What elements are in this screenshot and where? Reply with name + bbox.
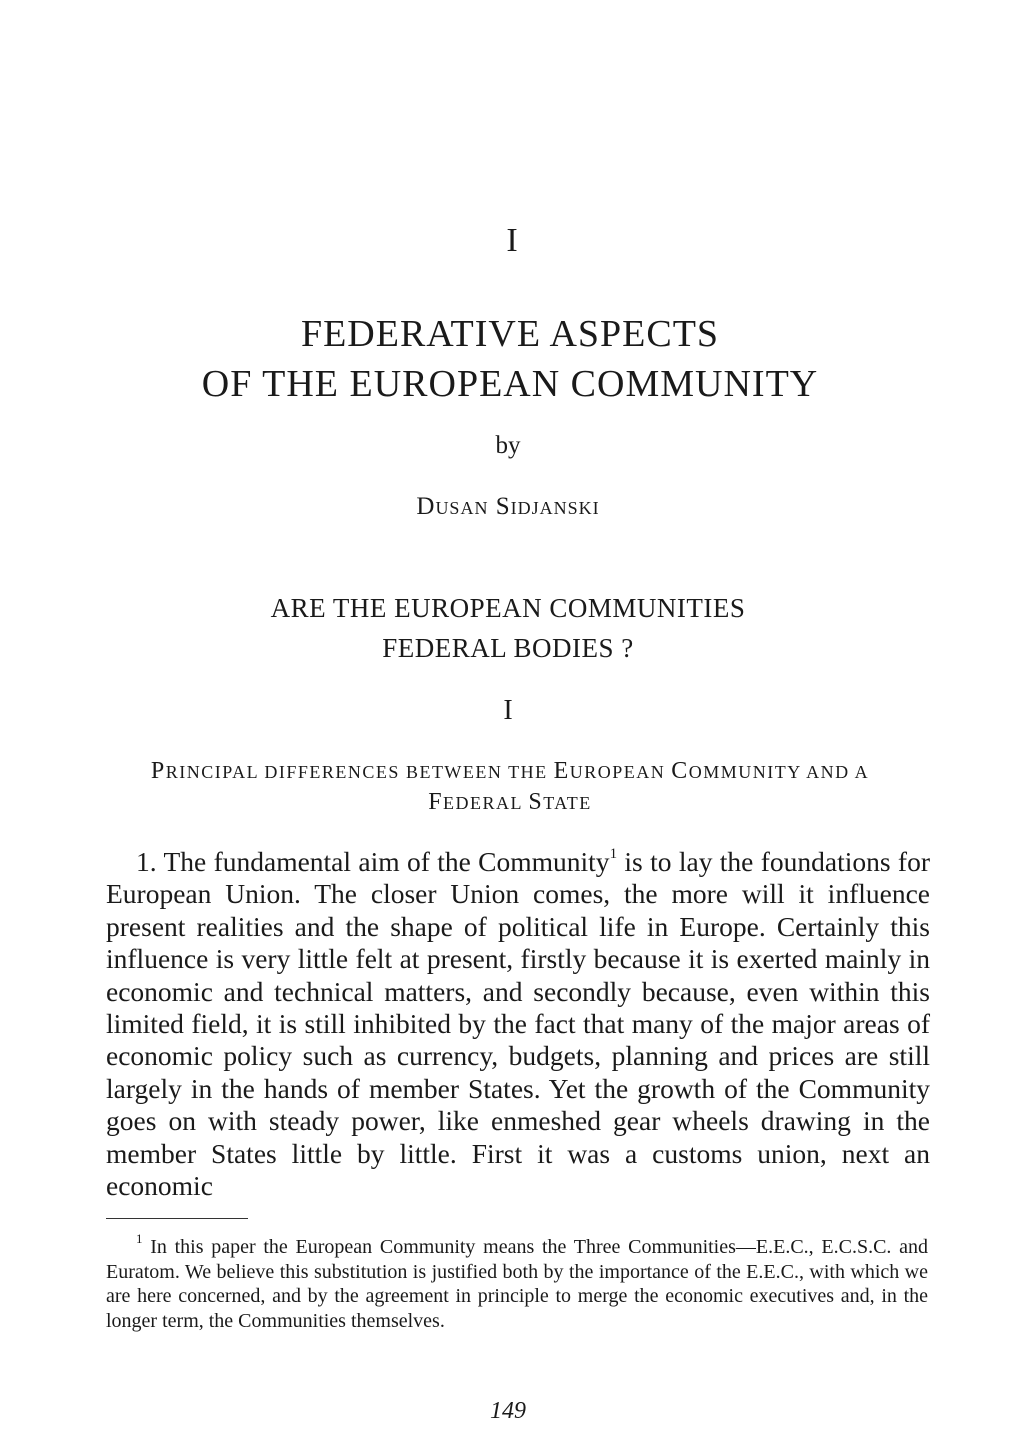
body-paragraph <box>106 846 930 1202</box>
page-number: 149 <box>490 1398 526 1424</box>
part-number: I <box>503 695 513 726</box>
body-text-start: The fundamental aim of the Community <box>163 846 610 877</box>
footnote-marker: 1 <box>136 1231 143 1247</box>
footnote <box>106 1231 929 1333</box>
subheading-line-2: FEDERAL STATE <box>428 789 592 815</box>
subheading-line-1: PRINCIPAL DIFFERENCES BETWEEN THE EUROPEAN COMMUNITY AND A <box>150 758 870 784</box>
section-heading-line-1: ARE THE EUROPEAN COMMUNITIES <box>270 593 746 623</box>
chapter-number: I <box>506 222 518 259</box>
title-line-2: OF THE EUROPEAN COMMUNITY <box>201 363 819 405</box>
footnote-text: In this paper the European Community means the Three Communities—E.E.C., E.C.S.C. and Euratom. We believe this substitution is justified both by the importance of the E.E.C., with which we are here concerned, and by the agreement in principle to merge the economic executives and, in the longer term, the Communities themselves. <box>106 1236 929 1332</box>
title-line-1: FEDERATIVE ASPECTS <box>300 313 720 355</box>
body-text-rest: is to lay the foundations for European Union. The closer Union comes, the more will it influence present realities and the shape of political life in Europe. Certainly this influence is very little felt at present, firstly because it is exerted mainly in economic and technical matters, and secondly because, even within this limited field, it is still inhibited by the fact that many of the major areas of economic policy such as currency, budgets, planning and prices are still largely in the hands of member States. Yet the growth of the Community goes on with steady power, like enmeshed gear wheels drawing in the member States little by little. First it was a customs union, next an economic <box>106 846 930 1202</box>
section-heading-line-2: FEDERAL BODIES ? <box>382 633 634 663</box>
author-name: DUSAN SIDJANSKI <box>416 493 600 520</box>
footnote-divider <box>106 1218 248 1219</box>
footnote-reference[interactable]: 1 <box>609 845 618 862</box>
byline: by <box>495 432 521 459</box>
paragraph-number: 1. <box>136 846 157 877</box>
